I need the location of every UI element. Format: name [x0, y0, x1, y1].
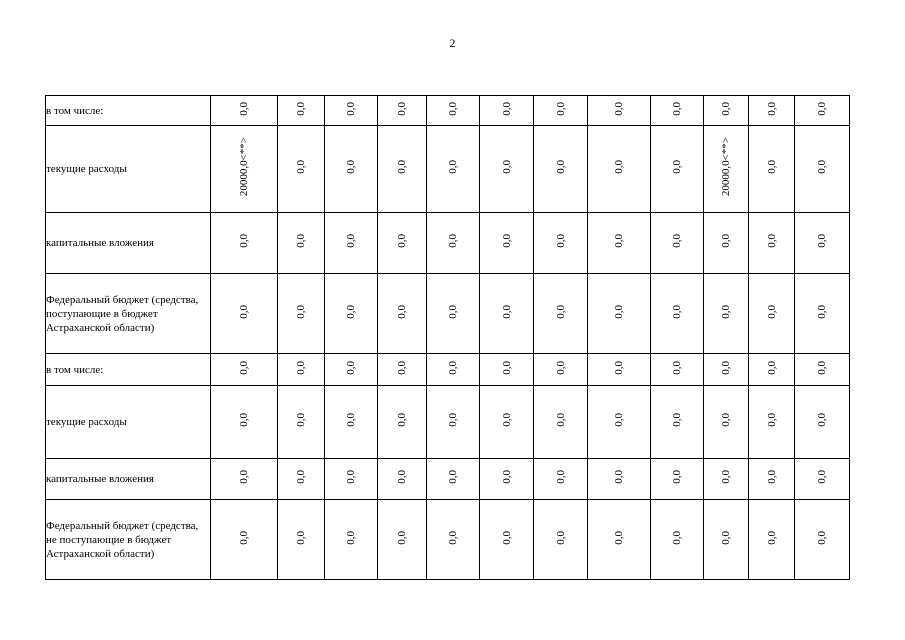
cell-value: 0,0: [765, 413, 778, 427]
row-label: капитальные вложения: [46, 213, 211, 274]
value-cell: [588, 459, 651, 500]
cell-value: 0,0: [500, 304, 513, 319]
cell-value: 0,0: [447, 304, 459, 319]
cell-value: 0,0: [295, 530, 307, 545]
cell-value: 0,0: [765, 360, 778, 375]
cell-value: 0,0: [396, 530, 408, 545]
value-cell: [588, 126, 651, 213]
value-cell: [480, 500, 534, 580]
cell-value: 0,0: [671, 101, 683, 116]
cell-value: 0,0: [345, 304, 357, 319]
cell-value: 0,0: [500, 530, 513, 545]
cell-value: 0,0: [447, 530, 459, 545]
value-cell: [588, 386, 651, 459]
value-cell: [795, 213, 850, 274]
value-cell: [795, 96, 850, 126]
value-cell: [749, 126, 795, 213]
cell-value: 0,0: [613, 160, 625, 174]
cell-value: 0,0: [396, 470, 408, 484]
value-cell: [278, 459, 325, 500]
value-cell: [704, 354, 749, 386]
value-cell: [704, 274, 749, 354]
value-cell: [795, 354, 850, 386]
value-cell: [749, 274, 795, 354]
value-cell: [325, 274, 378, 354]
value-cell: [325, 126, 378, 213]
cell-value: 0,0: [613, 304, 625, 319]
value-cell: [278, 354, 325, 386]
cell-value: 0,0: [447, 470, 459, 484]
cell-value: 0,0: [765, 470, 778, 484]
value-cell: [378, 459, 427, 500]
budget-table: [45, 95, 850, 580]
value-cell: [427, 96, 480, 126]
value-cell: [534, 213, 588, 274]
cell-value: 0,0: [238, 360, 250, 375]
cell-value: 20000,0<**>: [238, 137, 250, 197]
cell-value: 0,0: [345, 160, 357, 174]
cell-value: 0,0: [720, 413, 732, 427]
value-cell: [211, 500, 278, 580]
value-cell: [588, 354, 651, 386]
value-cell: [704, 96, 749, 126]
value-cell: [749, 96, 795, 126]
cell-value: 0,0: [554, 304, 567, 319]
cell-value: 0,0: [816, 470, 828, 484]
value-cell: [651, 96, 704, 126]
cell-value: 0,0: [238, 530, 250, 545]
value-cell: [588, 213, 651, 274]
value-cell: [588, 274, 651, 354]
value-cell: [534, 500, 588, 580]
cell-value: 0,0: [447, 413, 459, 427]
value-cell: [278, 213, 325, 274]
cell-value: 0,0: [816, 101, 828, 116]
value-cell: [704, 459, 749, 500]
value-cell: [325, 459, 378, 500]
value-cell: [427, 386, 480, 459]
cell-value: 0,0: [345, 413, 357, 427]
value-cell: [278, 126, 325, 213]
cell-value: 20000,0<**>: [720, 137, 732, 197]
cell-value: 0,0: [765, 101, 778, 116]
cell-value: 0,0: [816, 530, 828, 545]
cell-value: 0,0: [816, 413, 828, 427]
row-label: текущие расходы: [46, 126, 211, 213]
cell-value: 0,0: [295, 413, 307, 427]
cell-value: 0,0: [447, 160, 459, 174]
cell-value: 0,0: [671, 360, 683, 375]
cell-value: 0,0: [500, 160, 513, 174]
cell-value: 0,0: [720, 360, 732, 375]
value-cell: [704, 213, 749, 274]
value-cell: [749, 459, 795, 500]
value-cell: [480, 274, 534, 354]
value-cell: [278, 500, 325, 580]
value-cell: [211, 126, 278, 213]
value-cell: [325, 96, 378, 126]
value-cell: [534, 354, 588, 386]
cell-value: 0,0: [396, 360, 408, 375]
value-cell: [795, 386, 850, 459]
value-cell: [480, 126, 534, 213]
value-cell: [325, 213, 378, 274]
value-cell: [749, 500, 795, 580]
value-cell: [378, 96, 427, 126]
value-cell: [278, 96, 325, 126]
value-cell: [211, 274, 278, 354]
row-label: Федеральный бюджет (средства, поступающие в бюджет Астраханской области): [46, 274, 211, 354]
cell-value: 0,0: [765, 530, 778, 545]
cell-value: 0,0: [671, 413, 683, 427]
cell-value: 0,0: [345, 360, 357, 375]
cell-value: 0,0: [613, 101, 625, 116]
value-cell: [704, 500, 749, 580]
cell-value: 0,0: [345, 470, 357, 484]
cell-value: 0,0: [613, 413, 625, 427]
cell-value: 0,0: [816, 304, 828, 319]
value-cell: [378, 354, 427, 386]
value-cell: [378, 274, 427, 354]
cell-value: 0,0: [500, 360, 513, 375]
value-cell: [795, 274, 850, 354]
cell-value: 0,0: [765, 160, 778, 174]
cell-value: 0,0: [671, 234, 683, 248]
value-cell: [325, 500, 378, 580]
value-cell: [651, 354, 704, 386]
value-cell: [651, 386, 704, 459]
cell-value: 0,0: [613, 360, 625, 375]
page-number: 2: [449, 36, 456, 50]
value-cell: [651, 126, 704, 213]
value-cell: [795, 126, 850, 213]
cell-value: 0,0: [554, 470, 567, 484]
cell-value: 0,0: [396, 304, 408, 319]
cell-value: 0,0: [554, 101, 567, 116]
value-cell: [325, 354, 378, 386]
cell-value: 0,0: [447, 360, 459, 375]
value-cell: [480, 213, 534, 274]
table-row: [46, 213, 850, 274]
cell-value: 0,0: [671, 160, 683, 174]
cell-value: 0,0: [295, 101, 307, 116]
cell-value: 0,0: [447, 101, 459, 116]
cell-value: 0,0: [500, 101, 513, 116]
cell-value: 0,0: [238, 101, 250, 116]
cell-value: 0,0: [613, 470, 625, 484]
cell-value: 0,0: [816, 360, 828, 375]
value-cell: [480, 96, 534, 126]
cell-value: 0,0: [671, 470, 683, 484]
cell-value: 0,0: [345, 101, 357, 116]
value-cell: [534, 96, 588, 126]
table-row: [46, 126, 850, 213]
cell-value: 0,0: [447, 234, 459, 248]
value-cell: [211, 213, 278, 274]
value-cell: [378, 500, 427, 580]
cell-value: 0,0: [238, 234, 250, 248]
value-cell: [427, 213, 480, 274]
value-cell: [378, 386, 427, 459]
value-cell: [480, 459, 534, 500]
cell-value: 0,0: [295, 360, 307, 375]
cell-value: 0,0: [816, 234, 828, 248]
value-cell: [378, 213, 427, 274]
cell-value: 0,0: [720, 470, 732, 484]
value-cell: [749, 213, 795, 274]
value-cell: [704, 386, 749, 459]
cell-value: 0,0: [295, 304, 307, 319]
table-row: [46, 500, 850, 580]
cell-value: 0,0: [396, 234, 408, 248]
row-label: капитальные вложения: [46, 459, 211, 500]
value-cell: [378, 126, 427, 213]
cell-value: 0,0: [816, 160, 828, 174]
value-cell: [325, 386, 378, 459]
value-cell: [651, 213, 704, 274]
value-cell: [588, 500, 651, 580]
cell-value: 0,0: [295, 160, 307, 174]
cell-value: 0,0: [554, 413, 567, 427]
value-cell: [211, 354, 278, 386]
cell-value: 0,0: [295, 234, 307, 248]
value-cell: [749, 354, 795, 386]
value-cell: [427, 274, 480, 354]
row-label: Федеральный бюджет (средства, не поступающие в бюджет Астраханской области): [46, 500, 211, 580]
value-cell: [795, 459, 850, 500]
cell-value: 0,0: [500, 470, 513, 484]
value-cell: [427, 500, 480, 580]
cell-value: 0,0: [613, 530, 625, 545]
value-cell: [534, 274, 588, 354]
row-label: в том числе:: [46, 354, 211, 386]
cell-value: 0,0: [613, 234, 625, 248]
cell-value: 0,0: [345, 234, 357, 248]
value-cell: [651, 274, 704, 354]
table-row: [46, 274, 850, 354]
cell-value: 0,0: [396, 101, 408, 116]
cell-value: 0,0: [720, 530, 732, 545]
value-cell: [534, 459, 588, 500]
value-cell: [651, 459, 704, 500]
cell-value: 0,0: [671, 530, 683, 545]
value-cell: [588, 96, 651, 126]
cell-value: 0,0: [238, 413, 250, 427]
cell-value: 0,0: [396, 413, 408, 427]
value-cell: [651, 500, 704, 580]
cell-value: 0,0: [500, 234, 513, 248]
value-cell: [749, 386, 795, 459]
cell-value: 0,0: [671, 304, 683, 319]
value-cell: [427, 459, 480, 500]
value-cell: [534, 126, 588, 213]
cell-value: 0,0: [765, 234, 778, 248]
cell-value: 0,0: [396, 160, 408, 174]
cell-value: 0,0: [238, 470, 250, 484]
cell-value: 0,0: [554, 360, 567, 375]
cell-value: 0,0: [720, 304, 732, 319]
cell-value: 0,0: [500, 413, 513, 427]
value-cell: [480, 386, 534, 459]
cell-value: 0,0: [554, 160, 567, 174]
cell-value: 0,0: [345, 530, 357, 545]
table-row: [46, 459, 850, 500]
cell-value: 0,0: [765, 304, 778, 319]
value-cell: [211, 96, 278, 126]
table-row: [46, 96, 850, 126]
cell-value: 0,0: [554, 234, 567, 248]
cell-value: 0,0: [238, 304, 250, 319]
value-cell: [480, 354, 534, 386]
value-cell: [211, 459, 278, 500]
row-label: текущие расходы: [46, 386, 211, 459]
value-cell: [211, 386, 278, 459]
value-cell: [427, 354, 480, 386]
value-cell: [534, 386, 588, 459]
table-row: [46, 354, 850, 386]
value-cell: [704, 126, 749, 213]
table-row: [46, 386, 850, 459]
cell-value: 0,0: [554, 530, 567, 545]
value-cell: [427, 126, 480, 213]
value-cell: [795, 500, 850, 580]
cell-value: 0,0: [720, 234, 732, 248]
cell-value: 0,0: [720, 101, 732, 116]
row-label: в том числе:: [46, 96, 211, 126]
value-cell: [278, 274, 325, 354]
value-cell: [278, 386, 325, 459]
cell-value: 0,0: [295, 470, 307, 484]
